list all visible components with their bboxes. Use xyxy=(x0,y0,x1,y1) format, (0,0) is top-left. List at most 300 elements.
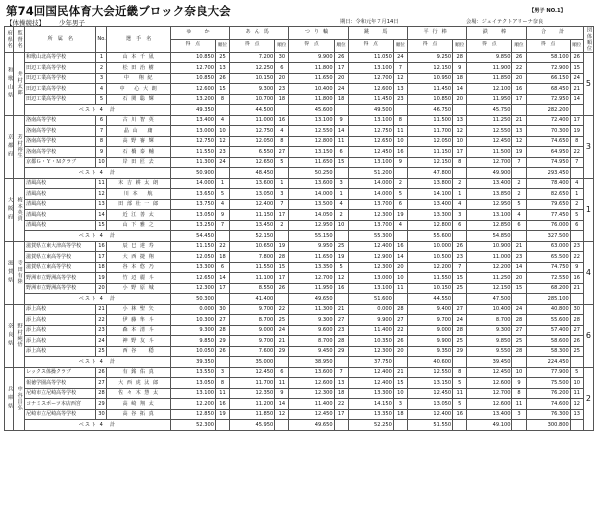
event-score: 12.650 xyxy=(230,157,275,168)
best4-total: 50.300 xyxy=(170,294,215,305)
athlete-row xyxy=(5,283,594,294)
event-score: 11.000 xyxy=(467,252,512,263)
event-score: 11.400 xyxy=(289,399,334,410)
event-score: 12.150 xyxy=(407,157,452,168)
event-score: 74.650 xyxy=(526,136,570,147)
event-rank: 20 xyxy=(334,73,348,84)
event-score: 11.950 xyxy=(289,283,334,294)
col-rank: 順位 xyxy=(453,39,467,52)
athlete-name: 竹 辺 麗 斗 xyxy=(107,273,170,284)
col-no: No. xyxy=(96,27,107,53)
best4-rank-blank xyxy=(393,105,407,116)
event-score: 9.000 xyxy=(230,325,275,336)
event-score: 9.300 xyxy=(170,325,215,336)
event-rank: 29 xyxy=(453,346,467,357)
event-score: 12.900 xyxy=(348,252,393,263)
event-score: 9.600 xyxy=(289,325,334,336)
best4-rank-blank xyxy=(512,294,526,305)
athlete-no: 15 xyxy=(96,220,107,231)
best4-total: 52.300 xyxy=(170,420,215,431)
best4-rank-blank xyxy=(453,357,467,368)
col-rank: 順位 xyxy=(215,39,229,52)
event-rank: 22 xyxy=(334,399,348,410)
best4-total: 285.100 xyxy=(526,294,570,305)
event-rank: 21 xyxy=(275,336,289,347)
col-event: つり輪 xyxy=(289,27,348,40)
event-rank: 12 xyxy=(512,136,526,147)
event-rank: 15 xyxy=(393,378,407,389)
event-score: 12.450 xyxy=(289,409,334,420)
best4-rank-blank xyxy=(275,294,289,305)
event-rank: 10 xyxy=(215,126,229,137)
athlete-row xyxy=(5,115,594,126)
athlete-row xyxy=(5,388,594,399)
event-score: 13.400 xyxy=(407,199,452,210)
event-score: 10.700 xyxy=(230,94,275,105)
best4-rank-blank xyxy=(275,168,289,179)
event-score: 12.750 xyxy=(348,126,393,137)
event-score: 13.700 xyxy=(348,220,393,231)
athlete-name: 高 野 審 輝 xyxy=(107,136,170,147)
event-rank: 27 xyxy=(215,315,229,326)
event-rank: 19 xyxy=(512,147,526,158)
athlete-row xyxy=(5,346,594,357)
best4-total: 38.950 xyxy=(289,357,334,368)
athlete-row xyxy=(5,94,594,105)
event-score: 11.050 xyxy=(348,52,393,63)
event-score: 0.000 xyxy=(348,304,393,315)
event-rank: 16 xyxy=(570,273,583,284)
event-score: 12.350 xyxy=(230,388,275,399)
best4-rank-blank xyxy=(512,420,526,431)
event-score: 10.900 xyxy=(467,241,512,252)
athlete-row xyxy=(5,325,594,336)
best4-total: 49.650 xyxy=(289,294,334,305)
event-rank: 26 xyxy=(453,241,467,252)
event-rank: 1 xyxy=(215,178,229,189)
athlete-name: 石 関 聡 輝 xyxy=(107,94,170,105)
event-score: 13.100 xyxy=(348,157,393,168)
school-name: 洛南高等学校 xyxy=(25,126,96,137)
event-rank: 11 xyxy=(393,283,407,294)
athlete-row xyxy=(5,409,594,420)
athlete-row xyxy=(5,147,594,158)
event-score: 12.450 xyxy=(467,367,512,378)
event-score: 11.650 xyxy=(289,73,334,84)
event-score: 58.600 xyxy=(526,336,570,347)
event-rank: 25 xyxy=(453,283,467,294)
col-event: あん馬 xyxy=(230,27,289,40)
event-rank: 23 xyxy=(275,84,289,95)
event-rank: 10 xyxy=(570,378,583,389)
event-rank: 5 xyxy=(453,378,467,389)
event-score: 13.550 xyxy=(170,367,215,378)
event-rank: 13 xyxy=(334,378,348,389)
athlete-name: 田 部 壮 一 郎 xyxy=(107,199,170,210)
event-rank: 27 xyxy=(334,315,348,326)
event-score: 10.950 xyxy=(407,73,452,84)
event-score: 11.100 xyxy=(230,273,275,284)
event-rank: 7 xyxy=(570,157,583,168)
event-rank: 11 xyxy=(453,388,467,399)
event-rank: 9 xyxy=(275,388,289,399)
event-rank: 4 xyxy=(570,178,583,189)
event-rank: 13 xyxy=(393,84,407,95)
event-rank: 9 xyxy=(570,262,583,273)
athlete-row xyxy=(5,189,594,200)
team-rank: 5 xyxy=(583,52,593,115)
event-rank: 29 xyxy=(215,336,229,347)
event-score: 13.400 xyxy=(467,409,512,420)
event-rank: 4 xyxy=(275,126,289,137)
col-score: 得 点 xyxy=(467,39,512,52)
event-rank: 20 xyxy=(393,346,407,357)
event-rank: 25 xyxy=(334,241,348,252)
best4-total-row xyxy=(5,294,594,305)
event-score: 12.300 xyxy=(348,346,393,357)
event-score: 12.300 xyxy=(348,262,393,273)
event-score: 63.000 xyxy=(526,241,570,252)
event-score: 11.800 xyxy=(289,63,334,74)
best4-total: 49.900 xyxy=(467,168,512,179)
event-score: 12.450 xyxy=(407,388,452,399)
event-rank: 6 xyxy=(393,199,407,210)
athlete-name: 大 西 捷 翔 xyxy=(107,252,170,263)
athlete-row xyxy=(5,262,594,273)
best4-total: 44.500 xyxy=(230,105,275,116)
event-rank: 28 xyxy=(570,315,583,326)
event-score: 13.150 xyxy=(407,378,452,389)
event-rank: 30 xyxy=(215,304,229,315)
best4-label: ベスト 4 計 xyxy=(25,231,171,242)
event-rank: 18 xyxy=(453,73,467,84)
event-rank: 14 xyxy=(215,273,229,284)
best4-total: 54.450 xyxy=(170,231,215,242)
athlete-no: 30 xyxy=(96,409,107,420)
best4-total: 55.600 xyxy=(407,231,452,242)
pref-name: 大阪府 xyxy=(5,178,14,241)
event-score: 12.600 xyxy=(467,378,512,389)
athlete-name: 末 吉 耕 太 朗 xyxy=(107,178,170,189)
best4-total: 282.200 xyxy=(526,105,570,116)
event-rank: 9 xyxy=(393,157,407,168)
event-score: 9.900 xyxy=(407,336,452,347)
best4-rank-blank xyxy=(393,231,407,242)
event-score: 12.550 xyxy=(289,126,334,137)
event-rank: 6 xyxy=(215,262,229,273)
event-score: 7.200 xyxy=(230,52,275,63)
event-score: 13.100 xyxy=(348,63,393,74)
event-score: 70.300 xyxy=(526,126,570,137)
best4-rank-blank xyxy=(453,168,467,179)
best4-total-row xyxy=(5,231,594,242)
event-rank: 14 xyxy=(453,84,467,95)
event-rank: 20 xyxy=(453,94,467,105)
event-score: 13.600 xyxy=(289,367,334,378)
event-rank: 1 xyxy=(570,189,583,200)
school-name: 清風高校 xyxy=(25,210,96,221)
col-score: 得 点 xyxy=(230,39,275,52)
event-score: 66.150 xyxy=(526,73,570,84)
event-rank: 10 xyxy=(334,220,348,231)
col-school: 所 属 名 xyxy=(25,27,96,53)
event-score: 11.700 xyxy=(407,126,452,137)
event-rank: 22 xyxy=(512,63,526,74)
col-rank: 順位 xyxy=(275,39,289,52)
event-rank: 23 xyxy=(570,241,583,252)
event-rank: 15 xyxy=(215,84,229,95)
event-rank: 27 xyxy=(453,304,467,315)
athlete-name: 高 崎 翔 太 xyxy=(107,399,170,410)
event-score: 11.500 xyxy=(467,147,512,158)
best4-rank-blank xyxy=(275,105,289,116)
event-rank: 3 xyxy=(334,178,348,189)
event-score: 12.700 xyxy=(348,73,393,84)
athlete-no: 9 xyxy=(96,147,107,158)
best4-total: 52.250 xyxy=(348,420,393,431)
athlete-name: 大 西 虎 汰 郎 xyxy=(107,378,170,389)
event-rank: 24 xyxy=(393,52,407,63)
event-score: 13.100 xyxy=(289,115,334,126)
school-name: 添上高校 xyxy=(25,325,96,336)
event-score: 12.200 xyxy=(467,262,512,273)
event-rank: 7 xyxy=(512,157,526,168)
best4-rank-blank xyxy=(393,420,407,431)
event-score: 12.600 xyxy=(467,399,512,410)
event-score: 9.300 xyxy=(467,325,512,336)
school-name: 清風高校 xyxy=(25,178,96,189)
event-rank: 9 xyxy=(334,115,348,126)
event-score: 13.100 xyxy=(348,115,393,126)
event-score: 14.000 xyxy=(348,189,393,200)
event-score: 12.750 xyxy=(230,126,275,137)
event-score: 10.000 xyxy=(407,241,452,252)
event-rank: 16 xyxy=(512,84,526,95)
event-score: 11.150 xyxy=(407,147,452,158)
best4-rank-blank xyxy=(215,294,229,305)
event-rank: 13 xyxy=(215,63,229,74)
best4-total: 49.350 xyxy=(170,105,215,116)
best4-total: 41.400 xyxy=(230,294,275,305)
event-rank: 15 xyxy=(512,283,526,294)
school-name: 尼崎市立尼崎高等学校 xyxy=(25,388,96,399)
best4-total-row xyxy=(5,420,594,431)
athlete-row xyxy=(5,73,594,84)
event-rank: 18 xyxy=(215,252,229,263)
results-table xyxy=(4,26,594,431)
athlete-name: 小 林 聖 矢 xyxy=(107,304,170,315)
event-score: 13.050 xyxy=(170,210,215,221)
event-score: 12.550 xyxy=(467,126,512,137)
event-rank: 29 xyxy=(275,346,289,357)
event-rank: 4 xyxy=(393,220,407,231)
best4-total: 54.850 xyxy=(467,231,512,242)
event-score: 77.450 xyxy=(526,210,570,221)
event-score: 11.850 xyxy=(230,409,275,420)
event-rank: 5 xyxy=(215,189,229,200)
athlete-no: 29 xyxy=(96,399,107,410)
event-score: 13.400 xyxy=(170,115,215,126)
event-rank: 26 xyxy=(215,346,229,357)
event-score: 9.000 xyxy=(407,325,452,336)
col-event: 平行棒 xyxy=(407,27,466,40)
event-score: 12.400 xyxy=(348,378,393,389)
event-score: 13.050 xyxy=(170,378,215,389)
school-name: コナミスポーツ本店西宮 xyxy=(25,399,96,410)
athlete-name: 森 本 清 斗 xyxy=(107,325,170,336)
event-rank: 18 xyxy=(275,94,289,105)
event-date: 期日：令和元年７月14日 xyxy=(340,19,399,25)
event-rank: 8 xyxy=(393,115,407,126)
event-rank: 25 xyxy=(453,336,467,347)
event-score: 12.700 xyxy=(467,388,512,399)
event-rank: 3 xyxy=(453,210,467,221)
athlete-name: 神 野 友 斗 xyxy=(107,336,170,347)
event-rank: 19 xyxy=(215,409,229,420)
event-rank: 14 xyxy=(570,94,583,105)
col-score: 得 点 xyxy=(170,39,215,52)
event-rank: 25 xyxy=(512,336,526,347)
best4-total: 37.750 xyxy=(348,357,393,368)
event-score: 12.650 xyxy=(170,273,215,284)
best4-rank-blank xyxy=(275,420,289,431)
event-score: 12.850 xyxy=(467,220,512,231)
event-rank: 23 xyxy=(453,252,467,263)
event-score: 11.150 xyxy=(170,241,215,252)
event-rank: 8 xyxy=(453,157,467,168)
best4-label: ベスト 4 計 xyxy=(25,105,171,116)
event-score: 64.950 xyxy=(526,147,570,158)
best4-total: 50.250 xyxy=(289,168,334,179)
event-rank: 21 xyxy=(512,241,526,252)
event-rank: 9 xyxy=(453,63,467,74)
pref-name: 和歌山県 xyxy=(5,52,14,115)
event-score: 13.000 xyxy=(348,273,393,284)
event-rank: 1 xyxy=(453,189,467,200)
event-rank: 18 xyxy=(334,388,348,399)
event-rank: 10 xyxy=(393,136,407,147)
school-name: 添上高校 xyxy=(25,304,96,315)
athlete-no: 10 xyxy=(96,157,107,168)
event-score: 9.550 xyxy=(467,346,512,357)
event-rank: 24 xyxy=(215,157,229,168)
col-event: 跳 馬 xyxy=(348,27,407,40)
event-score: 13.300 xyxy=(170,262,215,273)
best4-total: 55.150 xyxy=(289,231,334,242)
best4-total: 49.500 xyxy=(348,105,393,116)
best4-total-row xyxy=(5,105,594,116)
event-score: 75.500 xyxy=(526,378,570,389)
athlete-name: 山 下 雅 之 xyxy=(107,220,170,231)
event-rank: 21 xyxy=(570,84,583,95)
event-score: 10.150 xyxy=(230,73,275,84)
event-rank: 28 xyxy=(393,304,407,315)
results-body xyxy=(5,52,594,430)
athlete-name: 川 本 航 xyxy=(107,189,170,200)
event-rank: 23 xyxy=(334,325,348,336)
event-rank: 19 xyxy=(570,126,583,137)
event-rank: 3 xyxy=(215,367,229,378)
best4-rank-blank xyxy=(570,231,583,242)
athlete-name: 辰 巳 達 寿 xyxy=(107,241,170,252)
event-score: 10.350 xyxy=(348,336,393,347)
best4-total: 50.900 xyxy=(170,168,215,179)
event-score: 12.450 xyxy=(348,147,393,158)
athlete-name: 山 本 千 凪 xyxy=(107,52,170,63)
best4-total-row xyxy=(5,168,594,179)
best4-rank-blank xyxy=(512,357,526,368)
event-rank: 17 xyxy=(275,210,289,221)
col-rank: 順位 xyxy=(512,39,526,52)
header-row-1 xyxy=(5,27,594,40)
best4-rank-blank xyxy=(393,294,407,305)
event-score: 72.900 xyxy=(526,63,570,74)
athlete-name: 近 江 善 太 xyxy=(107,210,170,221)
event-rank: 8 xyxy=(275,136,289,147)
athlete-no: 2 xyxy=(96,63,107,74)
event-rank: 20 xyxy=(393,262,407,273)
event-rank: 12 xyxy=(570,399,583,410)
coach-name: 野村純悟 xyxy=(14,304,25,367)
athlete-row xyxy=(5,84,594,95)
event-rank: 17 xyxy=(334,63,348,74)
event-rank: 19 xyxy=(393,210,407,221)
best4-rank-blank xyxy=(453,294,467,305)
event-score: 8.700 xyxy=(230,315,275,326)
event-score: 12.400 xyxy=(407,409,452,420)
best4-total: 47.800 xyxy=(407,168,452,179)
event-venue: 会場：ジェイテクトアリーナ奈良 xyxy=(466,19,544,25)
event-score: 11.900 xyxy=(467,63,512,74)
event-score: 9.400 xyxy=(407,304,452,315)
event-rank: 24 xyxy=(512,304,526,315)
col-score: 得 点 xyxy=(348,39,393,52)
team-rank: 2 xyxy=(583,367,593,430)
event-score: 0.000 xyxy=(170,304,215,315)
event-rank: 11 xyxy=(512,399,526,410)
event-score: 13.050 xyxy=(407,399,452,410)
event-rank: 12 xyxy=(453,126,467,137)
event-rank: 24 xyxy=(275,325,289,336)
event-score: 13.600 xyxy=(289,178,334,189)
event-rank: 27 xyxy=(393,315,407,326)
athlete-no: 21 xyxy=(96,304,107,315)
event-rank: 20 xyxy=(275,73,289,84)
best4-total: 44.550 xyxy=(407,294,452,305)
event-score: 11.650 xyxy=(289,252,334,263)
event-rank: 25 xyxy=(570,346,583,357)
athlete-row xyxy=(5,241,594,252)
event-score: 8.550 xyxy=(230,283,275,294)
event-score: 11.400 xyxy=(348,325,393,336)
event-rank: 5 xyxy=(570,210,583,221)
event-rank: 28 xyxy=(512,346,526,357)
school-name: 添上高校 xyxy=(25,315,96,326)
best4-total: 48.450 xyxy=(230,168,275,179)
event-rank: 26 xyxy=(275,283,289,294)
athlete-row xyxy=(5,273,594,284)
event-score: 8.700 xyxy=(467,315,512,326)
best4-total: 49.650 xyxy=(289,420,334,431)
athlete-row xyxy=(5,52,594,63)
event-score: 13.200 xyxy=(170,94,215,105)
best4-rank-blank xyxy=(334,231,348,242)
athlete-no: 4 xyxy=(96,84,107,95)
event-score: 12.200 xyxy=(407,262,452,273)
event-rank: 2 xyxy=(393,178,407,189)
event-score: 14.000 xyxy=(348,178,393,189)
event-score: 7.800 xyxy=(230,252,275,263)
